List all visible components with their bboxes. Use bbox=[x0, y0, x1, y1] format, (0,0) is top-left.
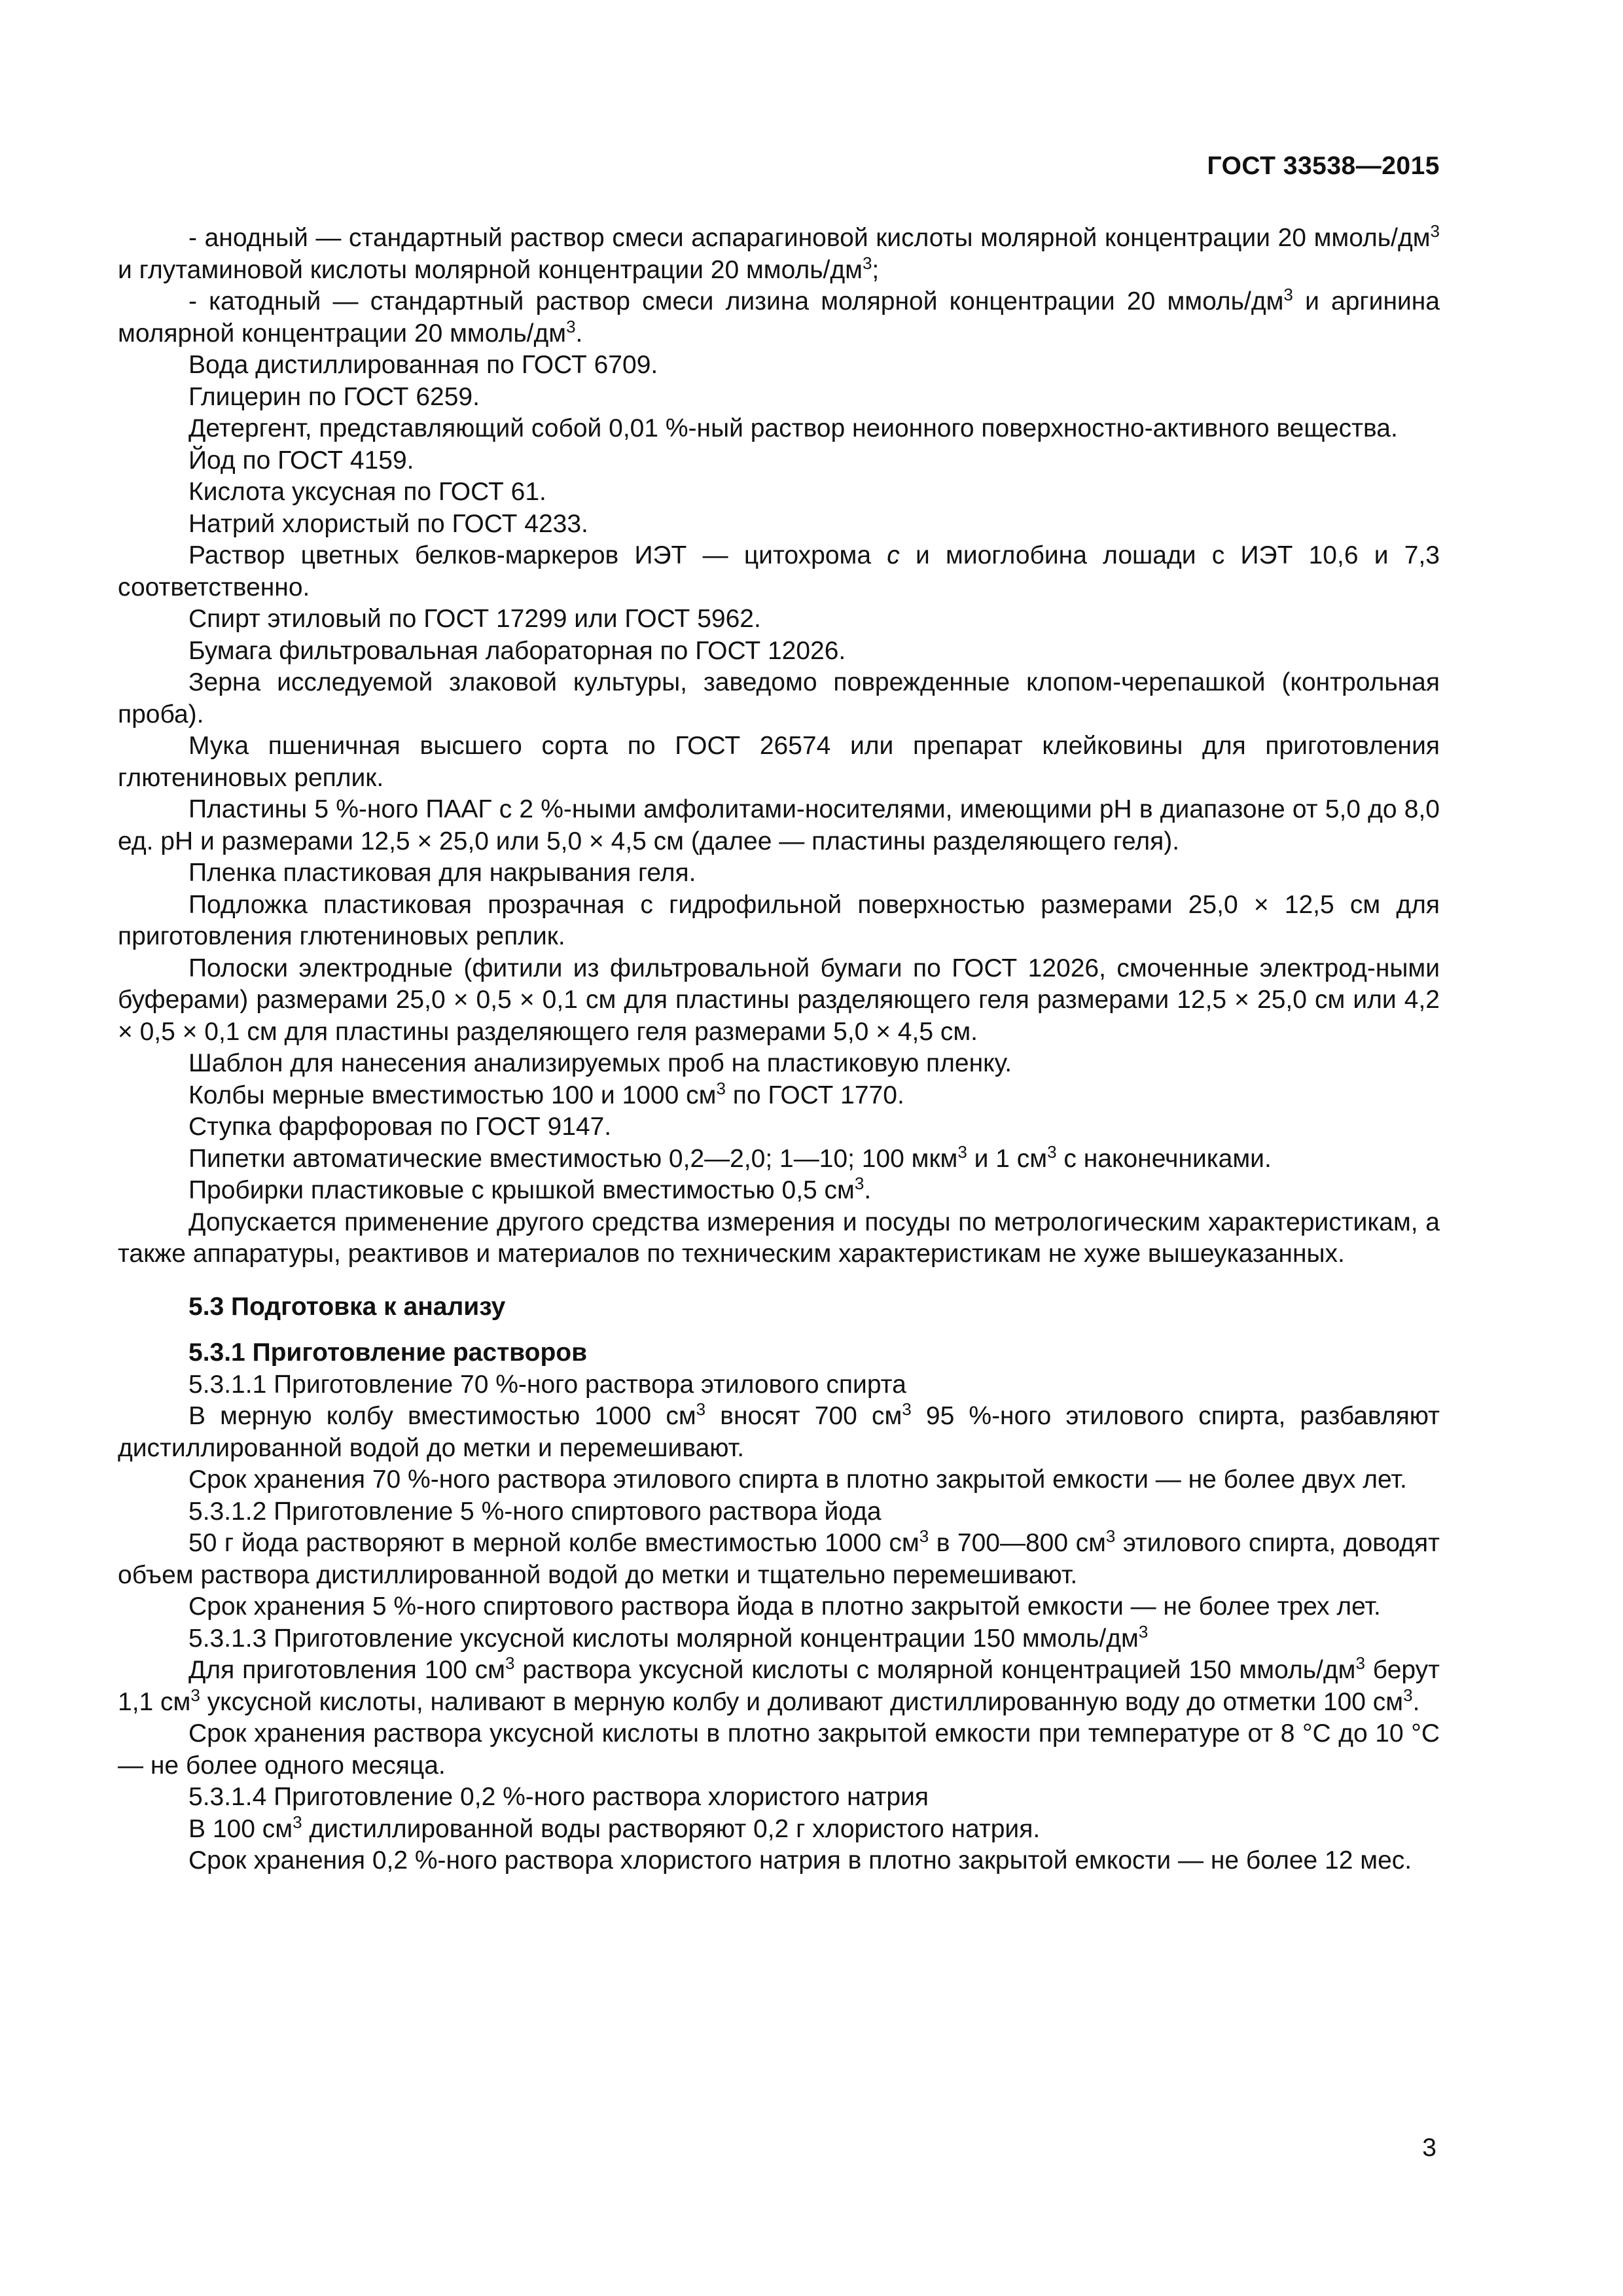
paragraph: Колбы мерные вместимостью 100 и 1000 $см^3$ по ГОСТ 1770. bbox=[188, 1078, 904, 1109]
paragraph: Ступка фарфоровая по ГОСТ 9147. bbox=[188, 1113, 612, 1141]
paragraph: Срок хранения 0,2 %-ного раствора хлористого натрия в плотно закрытой емкости — не более 12 мес. bbox=[188, 1846, 1412, 1874]
paragraph: В мерную колбу вместимостью 1000 $см^3$ вносят 700 $см^3$ 95 %-ного этилового спирта, разбавляют дистиллированной водой до метки и перемешивают. bbox=[118, 1399, 1440, 1462]
paragraph: Кислота уксусная по ГОСТ 61. bbox=[188, 478, 546, 506]
paragraph: 50 г йода растворяют в мерной колбе вместимостью 1000 $см^3$ в 700—800 $см^3$ этилового спирта, доводят объем раствора дистиллированной водой до метки и тщательно перемешивают. bbox=[118, 1526, 1440, 1589]
paragraph: Вода дистиллированная по ГОСТ 6709. bbox=[188, 351, 658, 379]
paragraph: - анодный — стандартный раствор смеси аспарагиновой кислоты молярной концентрации 20 ммоль/$дм^3$ и глутаминовой кислоты молярной концентрации 20 ммоль/$дм^3$; bbox=[118, 221, 1440, 284]
paragraph: 5.3.1.4 Приготовление 0,2 %-ного раствора хлористого натрия bbox=[188, 1783, 929, 1811]
paragraph: Зерна исследуемой злаковой культуры, заведомо поврежденные клопом-черепашкой (контрольная проба). bbox=[118, 668, 1440, 728]
subsection-heading: 5.3.1 Приготовление растворов bbox=[188, 1338, 588, 1367]
paragraph: Подложка пластиковая прозрачная с гидрофильной поверхностью размерами 25,0 × 12,5 см для приготовления глютениновых реплик. bbox=[118, 890, 1440, 950]
paragraph: Для приготовления 100 $см^3$ раствора уксусной кислоты с молярной концентрацией 150 ммоль/$дм^3$ берут 1,1 $см^3$ уксусной кислоты, наливают в мерную колбу и доливают дистиллированную воду до отметки 100 $см^3$. bbox=[118, 1653, 1440, 1716]
paragraph: - катодный — стандартный раствор смеси лизина молярной концентрации 20 ммоль/$дм^3$ и аргинина молярной концентрации 20 ммоль/$дм^3$. bbox=[118, 285, 1440, 348]
paragraph: Спирт этиловый по ГОСТ 17299 или ГОСТ 5962. bbox=[188, 605, 761, 633]
paragraph: Полоски электродные (фитили из фильтровальной бумаги по ГОСТ 12026, смоченные электрод-ными буферами) размерами 25,0 × 0,5 × 0,1 см для пластины разделяющего геля размерами 12,5 × 25,0 см или 4,2 × 0,5 × 0,1 см для пластины разделяющего геля размерами 5,0 × 4,5 см. bbox=[118, 954, 1440, 1046]
paragraph: Натрий хлористый по ГОСТ 4233. bbox=[188, 509, 588, 538]
document-header: ГОСТ 33538—2015 bbox=[1207, 152, 1440, 180]
paragraph: 5.3.1.1 Приготовление 70 %-ного раствора этилового спирта bbox=[188, 1370, 906, 1399]
paragraph: Пипетки автоматические вместимостью 0,2—2,0; 1—10; 100 мкм$^3$ и 1 $см^3$ с наконечниками. bbox=[188, 1141, 1272, 1173]
paragraph: Пленка пластиковая для накрывания геля. bbox=[188, 859, 696, 887]
paragraph: Бумага фильтровальная лабораторная по ГОСТ 12026. bbox=[188, 636, 846, 665]
paragraph: Срок хранения раствора уксусной кислоты в плотно закрытой емкости при температуре от 8 °C до 10 °C — не более одного месяца. bbox=[118, 1719, 1440, 1780]
paragraph: Йод по ГОСТ 4159. bbox=[188, 446, 414, 475]
page-number: 3 bbox=[1422, 2134, 1436, 2162]
paragraph: Глицерин по ГОСТ 6259. bbox=[188, 382, 480, 411]
paragraph: 5.3.1.3 Приготовление уксусной кислоты молярной концентрации 150 ммоль/$дм^3$ bbox=[188, 1621, 1149, 1653]
section-heading: 5.3 Подготовка к анализу bbox=[188, 1292, 506, 1321]
paragraph: Мука пшеничная высшего сорта по ГОСТ 26574 или препарат клейковины для приготовления глютениновых реплик. bbox=[118, 732, 1440, 792]
paragraph: Срок хранения 5 %-ного спиртового раствора йода в плотно закрытой емкости — не более трех лет. bbox=[188, 1592, 1381, 1621]
paragraph: Раствор цветных белков-маркеров ИЭТ — цитохрома с и миоглобина лошади с ИЭТ 10,6 и 7,3 соответственно. bbox=[118, 541, 1440, 601]
paragraph: Пластины 5 %-ного ПААГ с 2 %-ными амфолитами-носителями, имеющими pH в диапазоне от 5,0 до 8,0 ед. pH и размерами 12,5 × 25,0 или 5,0 × 4,5 см (далее — пластины разделяющего геля). bbox=[118, 795, 1440, 855]
document-body bbox=[118, 223, 1440, 1877]
paragraph: В 100 $см^3$ дистиллированной воды растворяют 0,2 г хлористого натрия. bbox=[188, 1812, 1041, 1843]
paragraph: Детергент, представляющий собой 0,01 %-ный раствор неионного поверхностно-активного вещества. bbox=[188, 414, 1398, 442]
paragraph: Пробирки пластиковые с крышкой вместимостью 0,5 $см^3$. bbox=[188, 1174, 872, 1204]
paragraph: Шаблон для нанесения анализируемых проб на пластиковую пленку. bbox=[188, 1049, 1012, 1077]
paragraph: Срок хранения 70 %-ного раствора этилового спирта в плотно закрытой емкости — не более двух лет. bbox=[188, 1465, 1407, 1494]
paragraph: Допускается применение другого средства измерения и посуды по метрологическим характеристикам, а также аппаратуры, реактивов и материалов по техническим характеристикам не хуже вышеуказанных. bbox=[118, 1208, 1440, 1268]
paragraph: 5.3.1.2 Приготовление 5 %-ного спиртового раствора йода bbox=[188, 1497, 882, 1526]
